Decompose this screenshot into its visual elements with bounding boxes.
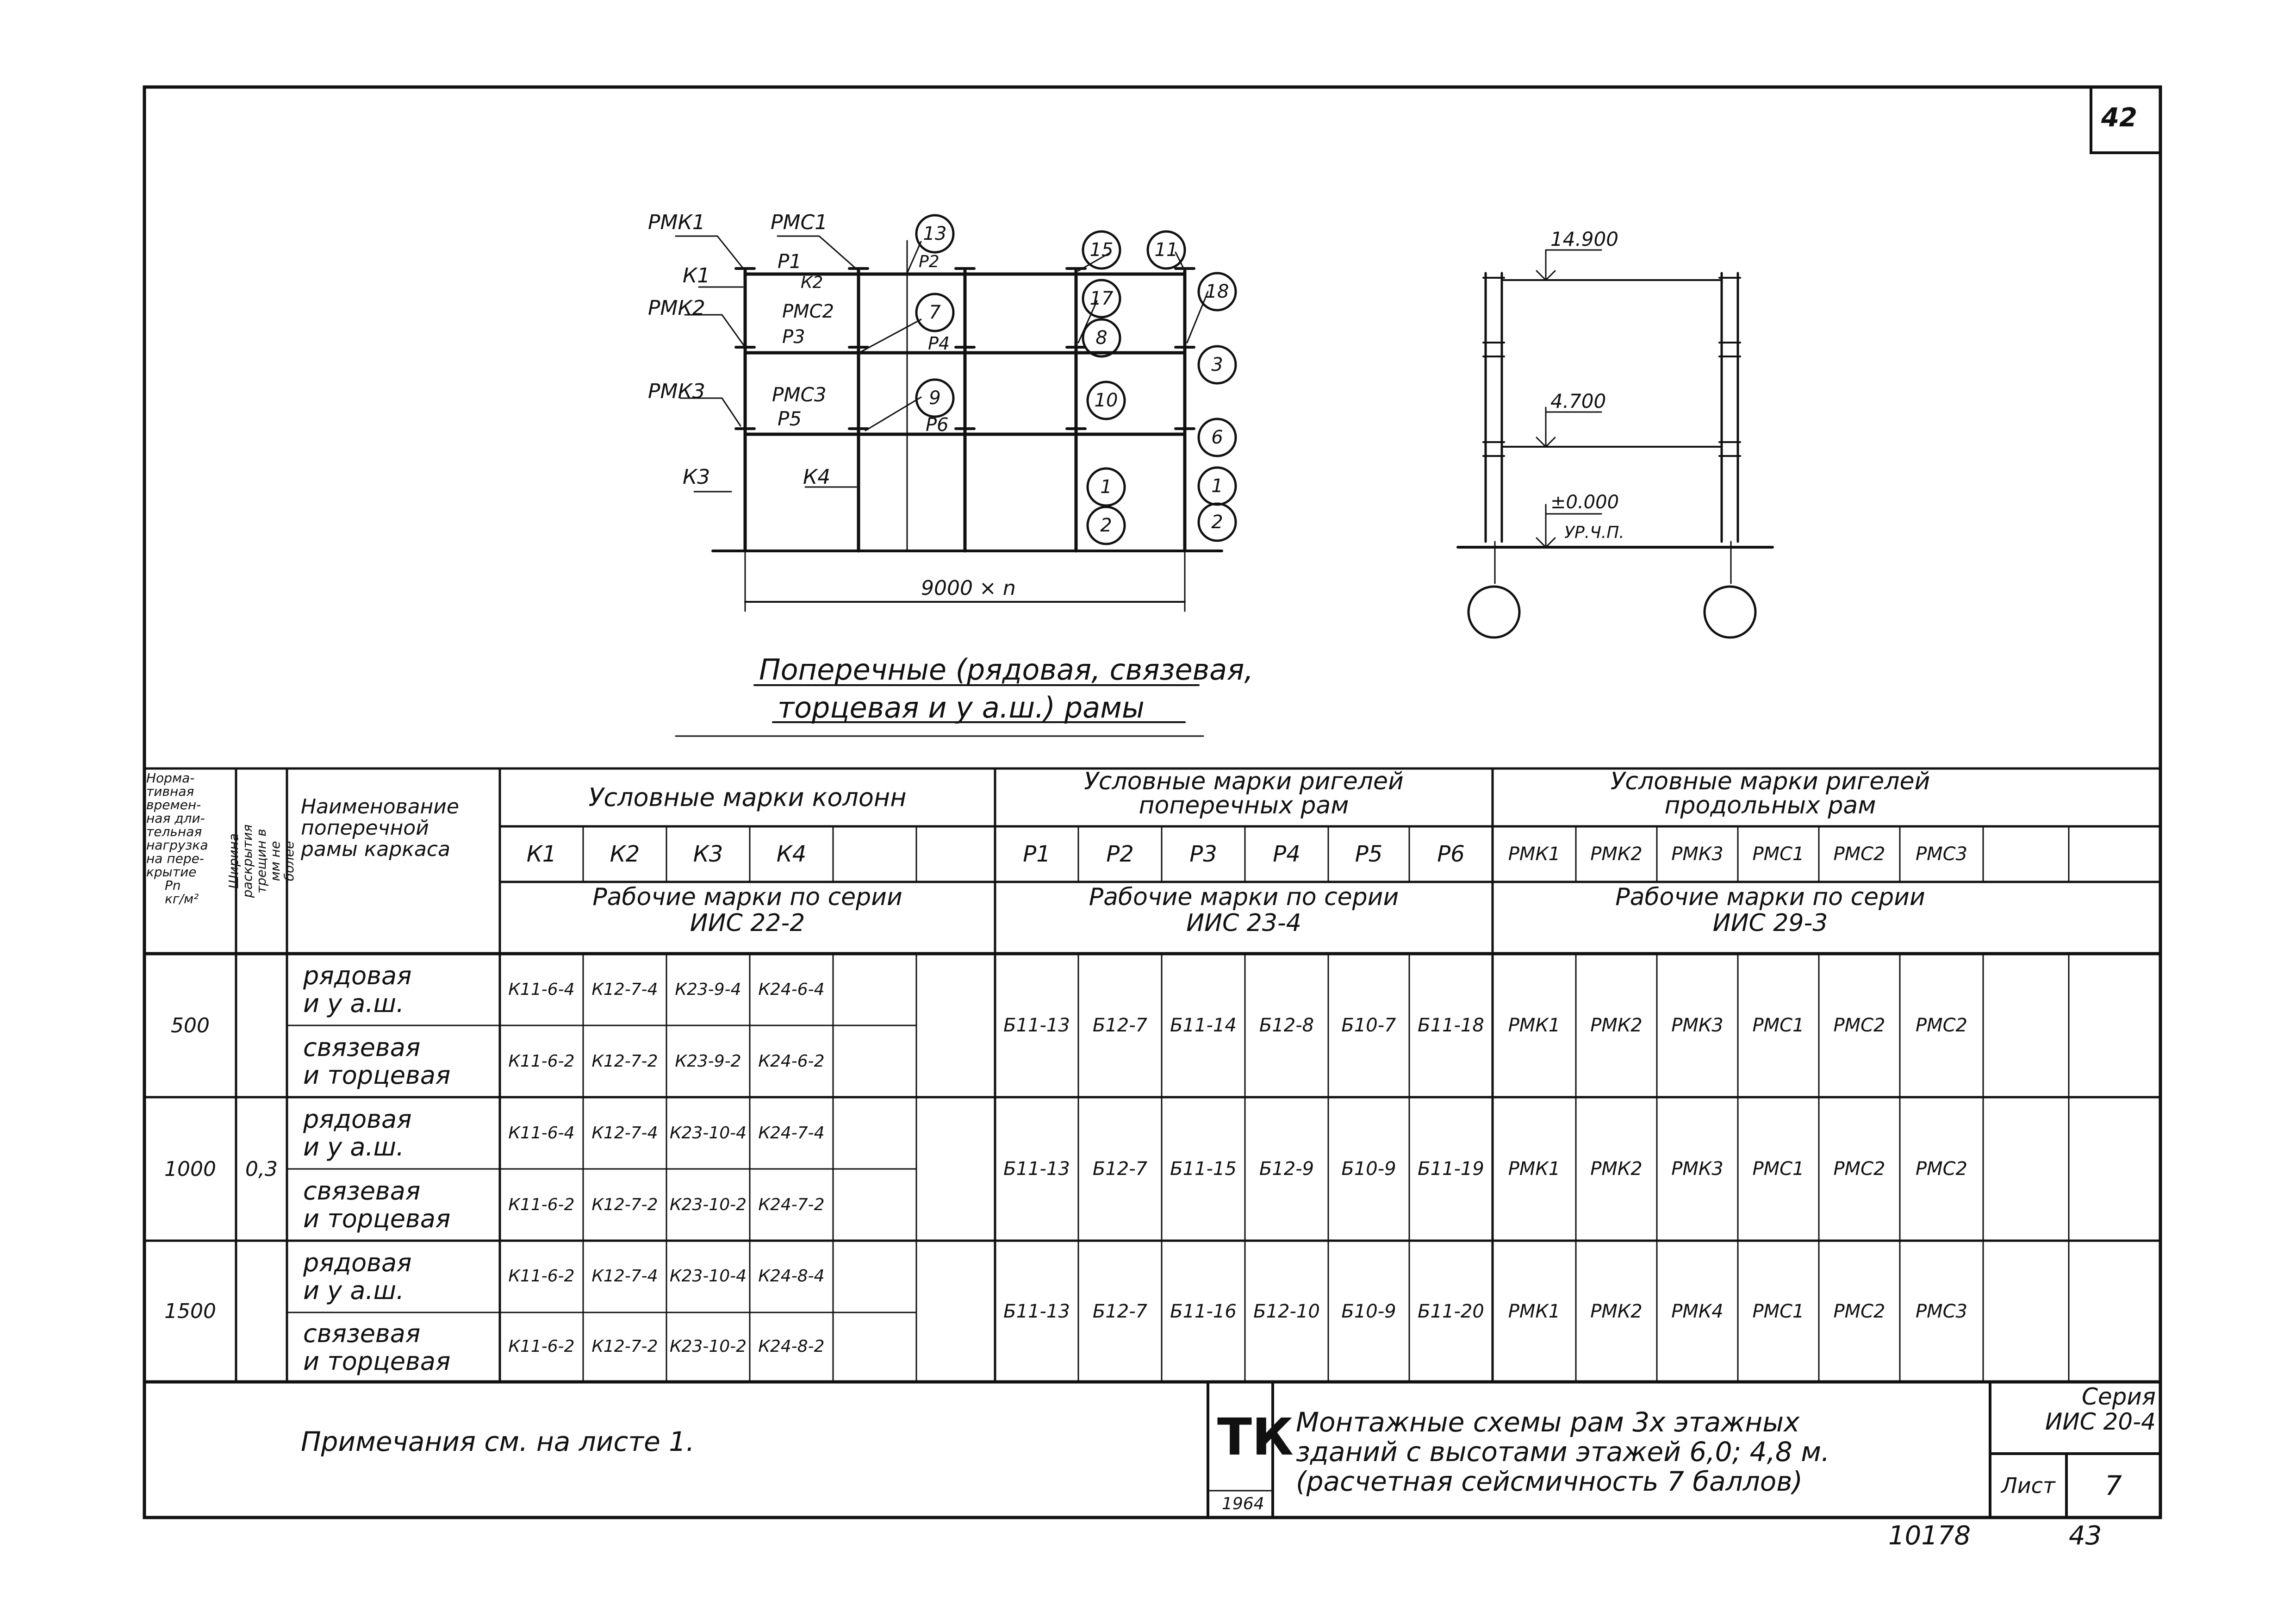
column-mark-11: Р5 — [1355, 841, 1383, 867]
column-work-mark: К24-7-2 — [758, 1195, 825, 1214]
long-beam-work-mark: РМК2 — [1590, 1300, 1643, 1322]
work-long: Рабочие марки по серии ИИС 29-3 — [1615, 883, 1925, 937]
column-mark-10: Р4 — [1273, 841, 1300, 867]
column-mark-1: К1 — [526, 841, 557, 867]
frame-name-line: и торцевая — [303, 1204, 451, 1233]
cross-beam-work-mark: Б12-10 — [1253, 1300, 1320, 1322]
elevation-mid: 4.700 — [1550, 390, 1606, 412]
cross-beam-work-mark: Б12-7 — [1092, 1300, 1148, 1322]
column-work-mark: К11-6-4 — [508, 1124, 575, 1143]
column-mark-4: К4 — [776, 841, 807, 867]
frame-name — [303, 1320, 498, 1381]
cross-beam-work-mark: Б11-19 — [1418, 1158, 1484, 1180]
callout-2b: 2 — [1211, 512, 1223, 533]
callout-10: 10 — [1094, 390, 1118, 411]
label-k4: К4 — [803, 465, 831, 489]
side-elevation — [1458, 250, 1773, 637]
cross-beam-work-mark: Б11-15 — [1170, 1158, 1237, 1180]
callout-11: 11 — [1154, 239, 1178, 261]
column-work-mark: К12-7-4 — [591, 1266, 658, 1286]
column-mark-14: РМК2 — [1590, 843, 1643, 865]
tk-logo: ТК — [1217, 1407, 1294, 1467]
column-work-mark: К24-8-2 — [758, 1337, 825, 1356]
column-mark-8: Р2 — [1106, 841, 1134, 867]
column-work-mark: К24-8-4 — [758, 1266, 825, 1286]
cross-beam-work-mark: Б12-7 — [1092, 1158, 1148, 1180]
cross-beam-work-mark: Б10-9 — [1341, 1300, 1396, 1322]
column-work-mark: К12-7-2 — [591, 1337, 658, 1356]
long-beam-work-mark: РМС2 — [1833, 1158, 1885, 1180]
callout-18: 18 — [1205, 281, 1229, 302]
frame-name-line: рядовая — [303, 1105, 412, 1134]
group-columns: Условные марки колонн — [588, 783, 907, 812]
label-pmc3: РМС3 — [772, 383, 827, 406]
frame-name-line: рядовая — [303, 1248, 412, 1277]
label-pmc1: РМС1 — [771, 211, 828, 234]
header-frame-name: Наименование поперечной рамы каркаса — [301, 795, 459, 861]
long-beam-work-mark: РМС1 — [1752, 1015, 1804, 1036]
column-work-mark: К23-10-4 — [669, 1266, 747, 1286]
column-work-mark: К12-7-4 — [591, 1124, 658, 1143]
label-pmc2: РМС2 — [782, 301, 834, 322]
column-work-mark: К12-7-2 — [591, 1195, 658, 1214]
long-beam-work-mark: РМС1 — [1752, 1300, 1804, 1322]
column-mark-18: РМС3 — [1915, 843, 1967, 865]
label-p2: Р2 — [919, 252, 940, 271]
label-p6: Р6 — [926, 414, 949, 436]
label-pmk1: РМК1 — [648, 211, 705, 234]
label-p3: Р3 — [782, 326, 805, 348]
long-beam-work-mark: РМК1 — [1508, 1015, 1561, 1036]
column-work-mark: К11-6-2 — [508, 1266, 575, 1286]
load-value: 1500 — [164, 1299, 216, 1323]
long-beam-work-mark: РМС2 — [1915, 1158, 1967, 1180]
column-mark-15: РМК3 — [1671, 843, 1724, 865]
callout-7: 7 — [929, 302, 941, 323]
year: 1964 — [1222, 1494, 1264, 1513]
long-beam-work-mark: РМК3 — [1671, 1015, 1724, 1036]
cross-beam-work-mark: Б11-13 — [1003, 1158, 1070, 1180]
column-work-mark: К24-7-4 — [758, 1124, 825, 1143]
column-mark-2: К2 — [610, 841, 640, 867]
long-beam-work-mark: РМК1 — [1508, 1158, 1561, 1180]
sheet-label: Лист — [2001, 1473, 2055, 1498]
work-cross: Рабочие марки по серии ИИС 23-4 — [1089, 883, 1399, 937]
column-work-mark: К24-6-4 — [758, 980, 825, 999]
callout-2a: 2 — [1100, 515, 1112, 536]
long-beam-work-mark: РМС1 — [1752, 1158, 1804, 1180]
header-crack: Ширина раскрытия трещин в мм не более — [226, 824, 297, 898]
column-mark-20 — [2069, 826, 2160, 882]
frame-name-line: и торцевая — [303, 1061, 451, 1090]
long-beam-work-mark: РМС2 — [1833, 1015, 1885, 1036]
column-work-mark: К23-10-4 — [669, 1124, 747, 1143]
label-pmk3: РМК3 — [648, 380, 705, 403]
long-beam-work-mark: РМК2 — [1590, 1015, 1643, 1036]
long-beam-work-mark: РМК2 — [1590, 1158, 1643, 1180]
cross-beam-work-mark: Б11-18 — [1418, 1015, 1484, 1036]
elevation-ground: УР.Ч.П. — [1564, 523, 1624, 542]
long-beam-work-mark: РМС3 — [1915, 1300, 1967, 1322]
frame-name-line: связевая — [303, 1318, 421, 1348]
group-cross: Условные марки ригелей поперечных рам — [1084, 768, 1404, 819]
callout-9: 9 — [929, 387, 941, 409]
callout-17: 17 — [1089, 288, 1114, 309]
column-mark-5 — [833, 826, 916, 882]
group-long: Условные марки ригелей продольных рам — [1610, 768, 1930, 819]
frame-name-line: рядовая — [303, 961, 412, 990]
frame-name — [303, 1177, 498, 1240]
column-mark-16: РМС1 — [1752, 843, 1804, 865]
column-work-mark: К12-7-2 — [591, 1052, 658, 1071]
column-work-mark: К23-10-2 — [669, 1337, 747, 1356]
label-p1: Р1 — [778, 250, 802, 273]
callout-3: 3 — [1211, 354, 1223, 375]
long-beam-work-mark: РМС2 — [1915, 1015, 1967, 1036]
long-beam-work-mark: РМС2 — [1833, 1300, 1885, 1322]
column-work-mark: К23-9-2 — [675, 1052, 741, 1071]
frame-name-line: связевая — [303, 1176, 421, 1206]
diagram-title-line2: торцевая и у а.ш.) рамы — [778, 691, 1145, 725]
column-mark-6 — [916, 826, 995, 882]
page-number: 43 — [2069, 1521, 2102, 1551]
series-box: Серия ИИС 20-4 — [2045, 1383, 2156, 1435]
column-work-mark: К23-10-2 — [669, 1195, 747, 1214]
elevation-zero: ±0.000 — [1550, 492, 1619, 513]
column-mark-12: Р6 — [1437, 841, 1465, 867]
crack-width-value: 0,3 — [245, 1157, 278, 1181]
label-k2: К2 — [801, 273, 823, 292]
column-mark-19 — [1983, 826, 2069, 882]
sheet-value: 7 — [2105, 1470, 2122, 1501]
label-pmk2: РМК2 — [648, 296, 705, 320]
frame-name — [303, 962, 498, 1024]
work-columns: Рабочие марки по серии ИИС 22-2 — [592, 883, 902, 937]
cross-beam-work-mark: Б10-7 — [1341, 1015, 1396, 1036]
long-beam-work-mark: РМК3 — [1671, 1158, 1724, 1180]
frame-name-line: связевая — [303, 1033, 421, 1062]
archive-number: 10178 — [1888, 1521, 1971, 1551]
column-mark-3: К3 — [693, 841, 723, 867]
column-work-mark: К11-6-4 — [508, 980, 575, 999]
column-work-mark: К11-6-2 — [508, 1337, 575, 1356]
column-mark-7: Р1 — [1023, 841, 1051, 867]
callout-13: 13 — [923, 223, 947, 244]
column-work-mark: К23-9-4 — [675, 980, 741, 999]
column-mark-13: РМК1 — [1508, 843, 1561, 865]
cross-beam-work-mark: Б12-7 — [1092, 1015, 1148, 1036]
cross-beam-work-mark: Б11-20 — [1418, 1300, 1484, 1322]
callout-8: 8 — [1095, 327, 1108, 349]
callout-15: 15 — [1089, 239, 1114, 261]
long-beam-work-mark: РМК4 — [1671, 1300, 1724, 1322]
drawing-title: Монтажные схемы рам 3х этажных зданий с высотами этажей 6,0; 4,8 м. (расчетная сейсмичность 7 баллов) — [1296, 1406, 1830, 1497]
label-k3: К3 — [683, 465, 710, 489]
column-mark-9: Р3 — [1189, 841, 1217, 867]
frame-name — [303, 1034, 498, 1096]
frame-name-line: и у а.ш. — [303, 1276, 404, 1305]
notes: Примечания см. на листе 1. — [301, 1426, 695, 1457]
callout-1b: 1 — [1211, 475, 1223, 497]
frame-name — [303, 1249, 498, 1311]
frame-name-line: и у а.ш. — [303, 989, 404, 1018]
cross-beam-work-mark: Б11-16 — [1170, 1300, 1237, 1322]
load-value: 1000 — [164, 1157, 216, 1181]
cross-beam-work-mark: Б11-13 — [1003, 1300, 1070, 1322]
column-work-mark: К12-7-4 — [591, 980, 658, 999]
cross-beam-work-mark: Б11-14 — [1170, 1015, 1237, 1036]
cross-beam-work-mark: Б12-9 — [1259, 1158, 1314, 1180]
callout-1a: 1 — [1100, 476, 1112, 498]
column-work-mark: К11-6-2 — [508, 1052, 575, 1071]
load-value: 500 — [171, 1013, 210, 1037]
cross-beam-work-mark: Б11-13 — [1003, 1015, 1070, 1036]
label-p5: Р5 — [778, 407, 802, 430]
callout-6: 6 — [1211, 427, 1223, 448]
column-work-mark: К11-6-2 — [508, 1195, 575, 1214]
span-label: 9000 × n — [921, 576, 1016, 600]
header-load: Норма- тивная времен- ная дли- тельная нагрузка на пере- крытие Рn кг/м² — [146, 770, 208, 906]
frame-name — [303, 1106, 498, 1168]
sheet-number: 42 — [2101, 103, 2137, 133]
column-work-mark: К24-6-2 — [758, 1052, 825, 1071]
label-p4: Р4 — [928, 333, 950, 354]
frame-name-line: и у а.ш. — [303, 1132, 404, 1162]
cross-beam-work-mark: Б12-8 — [1259, 1015, 1314, 1036]
label-k1: К1 — [683, 264, 710, 287]
frame-name-line: и торцевая — [303, 1346, 451, 1376]
column-mark-17: РМС2 — [1833, 843, 1885, 865]
elevation-top: 14.900 — [1550, 228, 1618, 250]
cross-beam-work-mark: Б10-9 — [1341, 1158, 1396, 1180]
diagram-title-line1: Поперечные (рядовая, связевая, — [759, 653, 1254, 687]
long-beam-work-mark: РМК1 — [1508, 1300, 1561, 1322]
